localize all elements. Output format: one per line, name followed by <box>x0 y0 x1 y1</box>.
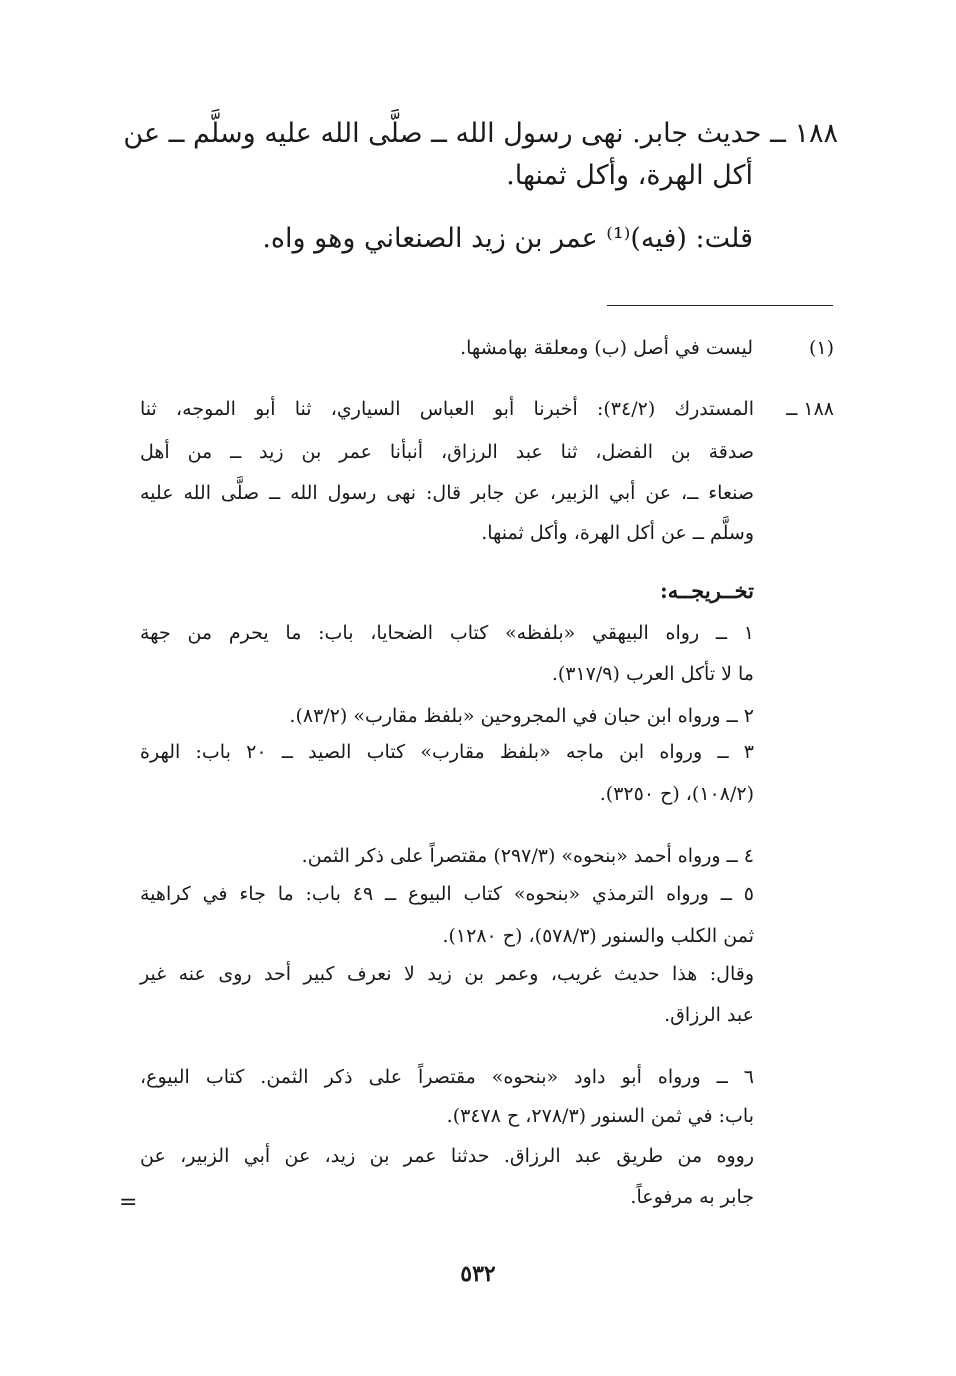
footnote-text: ليست في أصل (ب) ومعلقة بهامشها. <box>460 337 753 359</box>
takhrij-heading: تخــريجــه: <box>659 578 754 603</box>
mustadrak-line-2: صدقة بن الفضل، ثنا عبد الرزاق، أنبأنا عمر بن زيد ــ من أهل <box>140 441 754 463</box>
takhrij-item-6-line-4: جابر به مرفوعاً. <box>630 1186 754 1208</box>
takhrij-item-5-line-2: ثمن الكلب والسنور (٥٧٨/٣)، (ح ١٢٨٠). <box>442 925 754 947</box>
takhrij-item-1-line-2: ما لا تأكل العرب (٣١٧/٩). <box>551 663 754 685</box>
takhrij-item-5-line-4: عبد الرزاق. <box>664 1004 754 1026</box>
takhrij-item-6-line-2: باب: في ثمن السنور (٢٧٨/٣، ح ٣٤٧٨). <box>446 1105 754 1127</box>
mustadrak-line-4: وسلَّم ــ عن أكل الهرة، وأكل ثمنها. <box>481 522 754 544</box>
takhrij-item-3-line-2: (١٠٨/٢)، (ح ٣٢٥٠). <box>599 783 754 805</box>
takhrij-item-1-line-1: ١ ــ رواه البيهقي «بلفظه» كتاب الضحايا، باب: ما يحرم من جهة <box>140 622 754 644</box>
page-number: ٥٣٢ <box>460 1261 496 1287</box>
takhrij-item-6-line-1: ٦ ــ ورواه أبو داود «بنحوه» مقتصراً على ذكر الثمن. كتاب البيوع، <box>140 1066 754 1088</box>
hadith-line-3: قلت: (فيه)⁽¹⁾ عمر بن زيد الصنعاني وهو واه. <box>262 223 753 254</box>
continuation-mark: = <box>119 1190 138 1215</box>
mustadrak-line-1: المستدرك (٣٤/٢): أخبرنا أبو العباس السياري، ثنا أبو الموجه، ثنا <box>140 398 754 420</box>
footnote-number: (١) <box>808 337 834 359</box>
hadith-line-1: ١٨٨ ــ حديث جابر. نهى رسول الله ــ صلَّى الله عليه وسلَّم ــ عن <box>123 118 838 149</box>
takhrij-item-6-line-3: رووه من طريق عبد الرزاق. حدثنا عمر بن زيد، عن أبي الزبير، عن <box>140 1145 754 1167</box>
takhrij-item-2: ٢ ــ ورواه ابن حبان في المجروحين «بلفظ مقارب» (٨٣/٢). <box>289 705 754 727</box>
footnote-separator <box>607 305 833 306</box>
mustadrak-number: ١٨٨ ــ <box>786 398 834 420</box>
takhrij-item-5-line-1: ٥ ــ ورواه الترمذي «بنحوه» كتاب البيوع ــ ٤٩ باب: ما جاء في كراهية <box>140 883 754 905</box>
takhrij-item-3-line-1: ٣ ــ ورواه ابن ماجه «بلفظ مقارب» كتاب الصيد ــ ٢٠ باب: الهرة <box>140 741 754 763</box>
takhrij-item-4: ٤ ــ ورواه أحمد «بنحوه» (٢٩٧/٣) مقتصراً على ذكر الثمن. <box>301 845 754 867</box>
takhrij-item-5-line-3: وقال: هذا حديث غريب، وعمر بن زيد لا نعرف كبير أحد روى عنه غير <box>140 963 754 985</box>
hadith-line-2: أكل الهرة، وأكل ثمنها. <box>506 160 753 191</box>
mustadrak-line-3: صنعاء ــ، عن أبي الزبير، عن جابر قال: نهى رسول الله ــ صلَّى الله عليه <box>140 482 754 504</box>
